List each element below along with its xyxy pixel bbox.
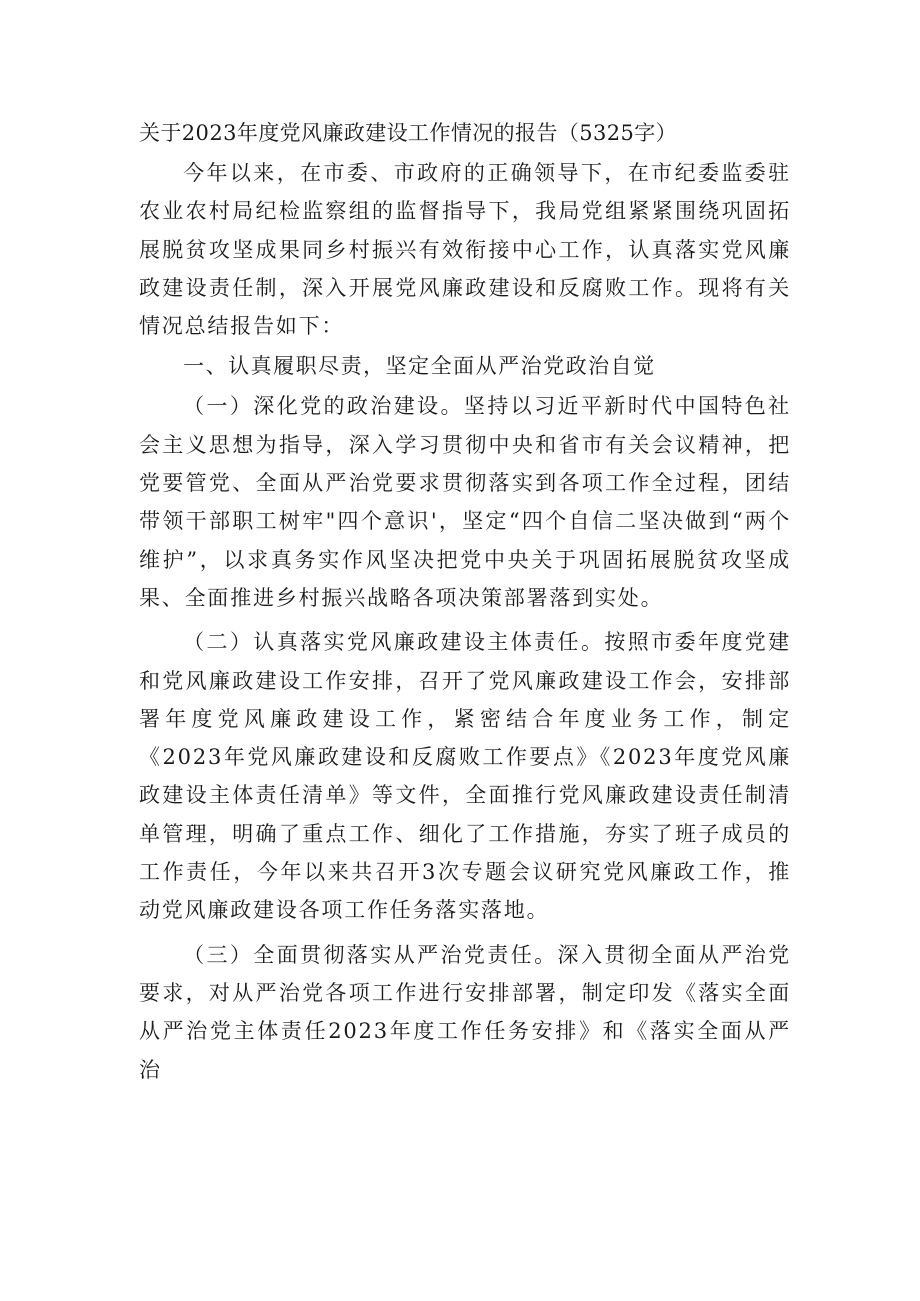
document-title: 关于2023年度党风廉政建设工作情况的报告（5325字） (139, 121, 678, 145)
item-paragraph-1: （一）深化党的政治建设。坚持以习近平新时代中国特色社会主义思想为指导，深入学习贯彻中央和省市有关会议精神，把党要管党、全面从严治党要求贯彻落实到各项工作全过程，团结带领干部职工树牢"四个意识'，坚定“四个自信二坚决做到“两个维护”，以求真务实作风坚决把党中央关于巩固拓展脱贫攻坚成果、全面推进乡村振兴战略各项决策部署落到实处。 (139, 394, 791, 610)
section-heading: 一、认真履职尽责，坚定全面从严治党政治自觉 (183, 354, 656, 379)
intro-paragraph: 今年以来，在市委、市政府的正确领导下，在市纪委监委驻农业农村局纪检监察组的监督指导下，我局党组紧紧围绕巩固拓展脱贫攻坚成果同乡村振兴有效衔接中心工作，认真落实党风廉政建设责任制，深入开展党风廉政建设和反腐败工作。现将有关情况总结报告如下： (139, 161, 791, 339)
document-body (139, 114, 791, 1089)
item-paragraph-3: （三）全面贯彻落实从严治党责任。深入贯彻全面从严治党要求，对从严治党各项工作进行安排部署，制定印发《落实全面从严治党主体责任2023年度工作任务安排》和《落实全面从严治 (139, 942, 791, 1082)
item-paragraph-2: （二）认真落实党风廉政建设主体责任。按照市委年度党建和党风廉政建设工作安排，召开了党风廉政建设工作会，安排部署年度党风廉政建设工作，紧密结合年度业务工作，制定《2023年党风廉政建设和反腐败工作要点》《2023年度党风廉政建设主体责任清单》等文件，全面推行党风廉政建设责任制清单管理，明确了重点工作、细化了工作措施，夯实了班子成员的工作责任，今年以来共召开3次专题会议研究党风廉政工作，推动党风廉政建设各项工作任务落实落地。 (139, 630, 791, 923)
